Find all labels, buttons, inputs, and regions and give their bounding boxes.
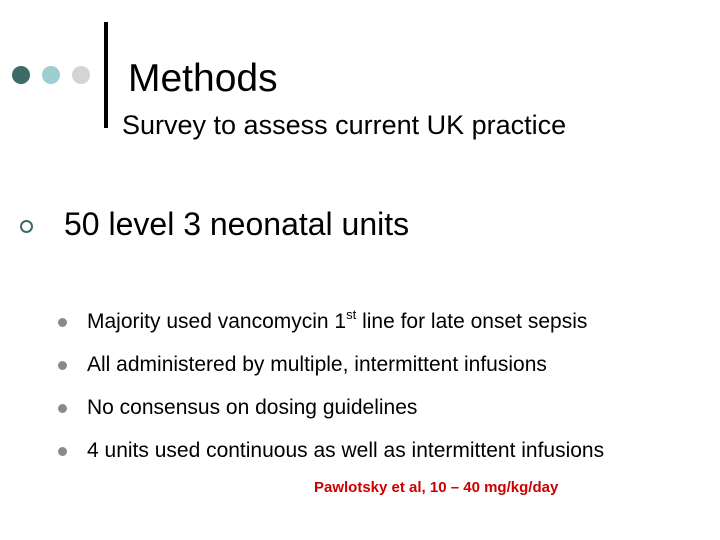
bullet-text: All administered by multiple, intermittent infusions bbox=[87, 353, 547, 376]
superscript: st bbox=[346, 307, 357, 322]
ring-bullet-icon bbox=[20, 220, 33, 233]
main-point: 50 level 3 neonatal units bbox=[64, 206, 410, 242]
disc-bullet-icon bbox=[58, 404, 67, 413]
bullet-text: Majority used vancomycin 1st line for late onset sepsis bbox=[87, 307, 588, 333]
slide-title: Methods bbox=[128, 57, 278, 100]
dark-teal-dot-icon bbox=[12, 66, 30, 84]
slide-subtitle: Survey to assess current UK practice bbox=[122, 110, 567, 140]
grey-dot-icon bbox=[72, 66, 90, 84]
disc-bullet-icon bbox=[58, 318, 67, 327]
citation-note: Pawlotsky et al, 10 – 40 mg/kg/day bbox=[314, 479, 559, 496]
disc-bullet-icon bbox=[58, 361, 67, 370]
bullet-text: 4 units used continuous as well as intermittent infusions bbox=[87, 439, 605, 462]
disc-bullet-icon bbox=[58, 447, 67, 456]
title-divider bbox=[104, 22, 108, 128]
light-teal-dot-icon bbox=[42, 66, 60, 84]
bullet-text: No consensus on dosing guidelines bbox=[87, 396, 418, 419]
